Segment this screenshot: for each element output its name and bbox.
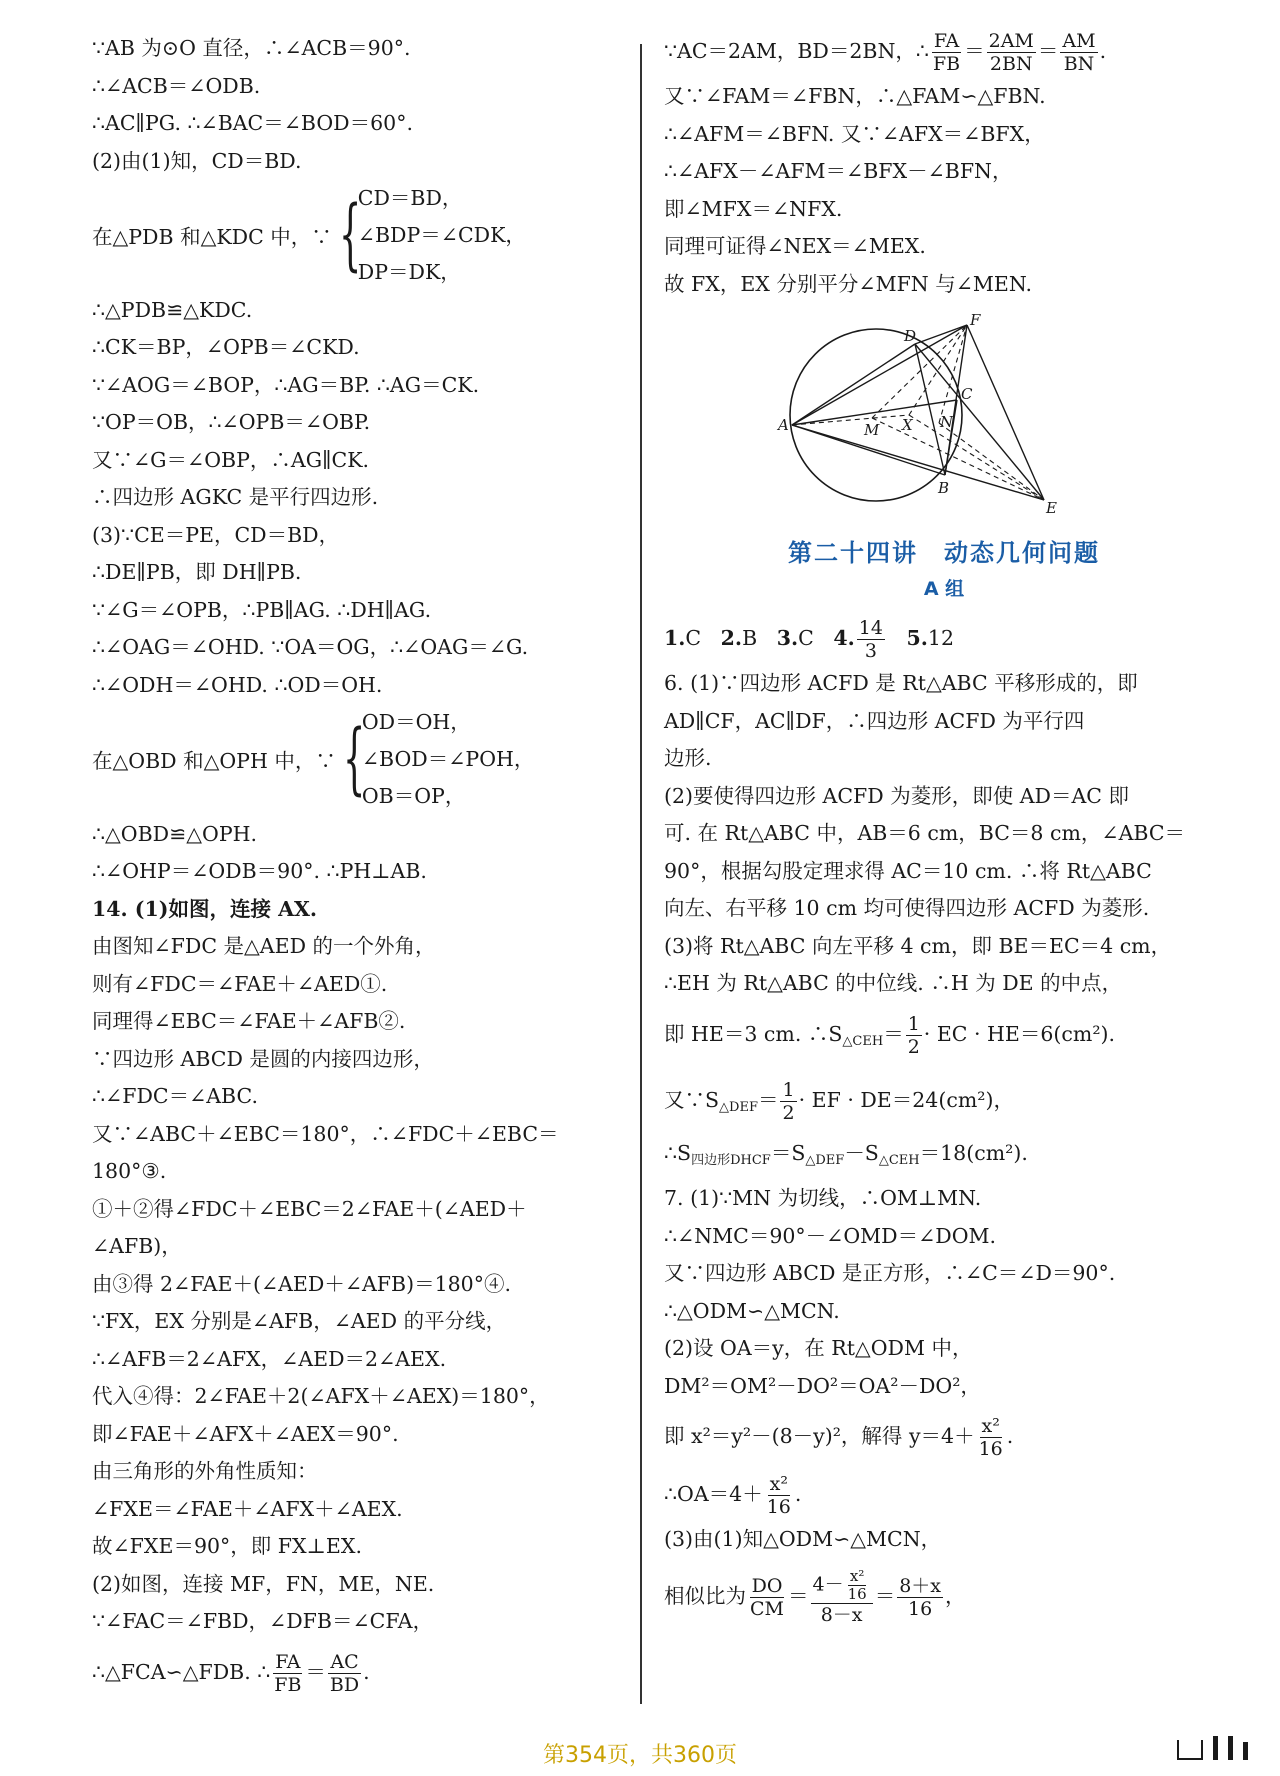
bar-icon: [1213, 1736, 1218, 1760]
text-line: (2)设 OA＝y，在 Rt△ODM 中，: [664, 1336, 973, 1360]
line-prefix: 相似比为: [664, 1583, 746, 1608]
denominator: 3: [864, 640, 877, 662]
fraction: [846, 1568, 869, 1603]
fraction-line: [664, 1469, 1224, 1519]
left-column: [92, 36, 632, 1705]
line-end: .: [1099, 39, 1107, 63]
text-line: 由图知∠FDC 是△AED 的一个外角，: [92, 934, 436, 958]
point-label-e: E: [1046, 499, 1057, 517]
subscript: △DEF: [719, 1099, 758, 1115]
line-prefix: 即 HE＝3 cm. ∴S: [664, 1021, 843, 1046]
text-line: ∴∠ACB＝∠ODB.: [92, 73, 261, 98]
fraction-line: [664, 26, 1224, 76]
dashed-segment: [939, 325, 967, 423]
point-label-m: M: [864, 421, 880, 439]
numerator: 8＋x: [899, 1574, 941, 1597]
text-line: (2)如图，连接 MF，FN，ME，NE.: [92, 1571, 435, 1596]
text-line: ∴AC∥PG. ∴∠BAC＝∠BOD＝60°.: [92, 111, 413, 135]
text-line: ∠AFB)，: [92, 1234, 182, 1258]
bar-icon: [1243, 1742, 1248, 1760]
numerator: AC: [330, 1650, 359, 1673]
line-end: .: [363, 1659, 370, 1684]
fraction-line: [664, 1411, 1224, 1461]
denominator: CM: [750, 1597, 784, 1620]
numerator: x²: [769, 1473, 788, 1495]
segment: [792, 425, 1044, 500]
segment: [945, 400, 957, 475]
line-prefix: ∴S: [664, 1140, 692, 1165]
denominator: 16: [847, 1585, 867, 1603]
fraction: [987, 30, 1036, 75]
text-line: 故 FX，EX 分别平分∠MFN 与∠MEN.: [664, 271, 1033, 296]
dashed-segment: [909, 325, 967, 415]
column-divider: [640, 44, 642, 1704]
line-end: .: [1006, 1424, 1014, 1448]
denominator: FB: [274, 1673, 302, 1696]
dashed-segment: [909, 415, 1044, 500]
answer-number: 1.: [664, 626, 686, 650]
left-brace: {: [342, 714, 366, 804]
answer-number: 4.: [833, 626, 855, 650]
text-line: ∴∠NMC＝90°－∠OMD＝∠DOM.: [664, 1223, 997, 1248]
text-line: (3)由(1)知△ODM∽△MCN，: [664, 1527, 942, 1551]
lecture-title: 第二十四讲 动态几何问题: [788, 539, 1100, 567]
bar-icon: [1228, 1736, 1233, 1760]
answer-number: 5.: [906, 626, 928, 650]
text-line: ∴∠ODH＝∠OHD. ∴OD＝OH.: [92, 672, 383, 697]
answer-value: 12: [927, 626, 955, 650]
numerator: 2AM: [988, 30, 1034, 52]
text-line: ∴∠AFM＝∠BFN. 又∵∠AFX＝∠BFX，: [664, 121, 1045, 146]
denominator: BD: [329, 1673, 360, 1696]
denominator: 16: [766, 1496, 791, 1518]
page-thumb-icon[interactable]: [1177, 1740, 1203, 1760]
text-line: ∴∠OHP＝∠ODB＝90°. ∴PH⊥AB.: [92, 859, 427, 883]
numerator: 1: [782, 1078, 795, 1101]
answer-value: C: [685, 626, 702, 650]
line-prefix: ∴OA＝4＋: [664, 1482, 763, 1506]
system-line: ∠BOD＝∠POH，: [361, 747, 535, 771]
text-line: 又∵∠G＝∠OBP，∴AG∥CK.: [92, 447, 370, 472]
numerator: AM: [1062, 30, 1096, 52]
point-label-f: F: [970, 311, 981, 329]
denominator: 8－x: [820, 1604, 863, 1626]
equals: ＝: [874, 1583, 896, 1608]
text-line: 则有∠FDC＝∠FAE＋∠AED①.: [92, 971, 388, 996]
line-end: ，: [945, 1583, 966, 1608]
fraction: [765, 1473, 793, 1518]
text-line: AD∥CF，AC∥DF，∴四边形 ACFD 为平行四: [664, 708, 1085, 733]
text-line: ∴△ODM∽△MCN.: [664, 1298, 840, 1323]
segment: [915, 325, 967, 344]
text-line: 即∠MFX＝∠NFX.: [664, 196, 843, 221]
line-end: · EC · HE＝6(cm²).: [923, 1021, 1116, 1046]
fraction-line: [664, 1009, 1224, 1067]
left-brace: {: [338, 190, 362, 280]
text-line: 又∵四边形 ABCD 是正方形，∴∠C＝∠D＝90°.: [664, 1261, 1116, 1285]
fraction: [328, 1651, 361, 1696]
text-line: ∴∠AFB＝2∠AFX，∠AED＝2∠AEX.: [92, 1346, 447, 1371]
line-prefix: ∴△FCA∽△FDB. ∴: [92, 1659, 271, 1684]
text-line: 故∠FXE＝90°，即 FX⊥EX.: [92, 1534, 362, 1558]
subscript: △DEF: [805, 1152, 845, 1168]
segment: [967, 325, 1044, 500]
point-label-x: X: [902, 416, 913, 434]
equals: ＝: [305, 1659, 326, 1684]
subscript: △CEH: [878, 1152, 920, 1168]
equals: ＝: [788, 1583, 809, 1608]
fraction: [906, 1013, 922, 1058]
segment: [915, 344, 1044, 500]
fraction: [780, 1079, 796, 1124]
text-line: 又∵∠FAM＝∠FBN，∴△FAM∽△FBN.: [664, 84, 1046, 108]
subscript: △CEH: [842, 1033, 884, 1049]
fraction-line: [92, 1647, 632, 1697]
denominator: BN: [1063, 53, 1095, 75]
right-column: [664, 30, 1224, 1646]
text-line: (2)由(1)知，CD＝BD.: [92, 148, 302, 173]
fraction: [931, 30, 962, 75]
system-line: OB＝OP，: [361, 784, 466, 808]
equals: ＝: [883, 1021, 904, 1046]
point-label-d: D: [904, 327, 917, 345]
fraction: [977, 1415, 1005, 1460]
numerator: x²: [981, 1415, 1000, 1437]
numerator-part: 4－: [812, 1573, 844, 1596]
fraction-line: [664, 1075, 1224, 1133]
system-line: ∠BDP＝∠CDK，: [357, 223, 526, 247]
text-line: ∴DE∥PB，即 DH∥PB.: [92, 560, 302, 584]
point-label-n: N: [940, 413, 954, 431]
line-middle: －S: [844, 1140, 879, 1165]
text-line: ∵∠FAC＝∠FBD，∠DFB＝∠CFA，: [92, 1609, 434, 1633]
point-label-b: B: [938, 479, 950, 497]
text-line: ∴EH 为 Rt△ABC 的中位线. ∴H 为 DE 的中点，: [664, 971, 1123, 995]
equals: ＝: [964, 39, 985, 63]
denominator: 2: [907, 1035, 920, 1058]
text-line: (2)要使得四边形 ACFD 为菱形，即使 AD＝AC 即: [664, 783, 1129, 808]
system-line: CD＝BD，: [357, 186, 463, 210]
line-middle: ＝S: [770, 1140, 806, 1165]
text-line: ∴△OBD≌△OPH.: [92, 821, 258, 846]
area-line: [664, 1141, 1224, 1173]
text-line: ∴△PDB≌△KDC.: [92, 297, 253, 322]
system-line: OD＝OH，: [361, 710, 471, 734]
denominator: 16: [978, 1438, 1003, 1460]
group-title: A 组: [923, 578, 965, 600]
system-prefix: 在△PDB 和△KDC 中，∵: [92, 225, 332, 249]
system-prefix: 在△OBD 和△OPH 中，∵: [92, 749, 336, 773]
numerator: 14: [858, 617, 883, 639]
text-line: ①＋②得∠FDC＋∠EBC＝2∠FAE＋(∠AED＋: [92, 1196, 527, 1221]
text-line: ∵四边形 ABCD 是圆的内接四边形，: [92, 1046, 434, 1071]
geometry-figure: [778, 311, 1084, 517]
bottom-toolbar: [1177, 1736, 1248, 1760]
line-end: · EF · DE＝24(cm²)，: [798, 1087, 1014, 1112]
text-line: 7. (1)∵MN 为切线，∴OM⊥MN.: [664, 1186, 982, 1210]
numerator: FA: [275, 1650, 301, 1673]
answer-value: B: [742, 626, 758, 650]
text-line: 6. (1)∵四边形 ACFD 是 Rt△ABC 平移形成的，即: [664, 671, 1138, 695]
text-line: 向左、右平移 10 cm 均可使得四边形 ACFD 为菱形.: [664, 896, 1150, 920]
point-label-a: A: [778, 416, 789, 434]
text-line: ∴四边形 AGKC 是平行四边形.: [92, 485, 379, 509]
problem-14-heading: 14. (1)如图，连接 AX.: [92, 896, 318, 921]
answer-number: 2.: [720, 626, 743, 650]
line-prefix: 即 x²＝y²－(8－y)²，解得 y＝4＋: [664, 1424, 975, 1448]
text-line: ∴∠AFX－∠AFM＝∠BFX－∠BFN，: [664, 159, 1013, 183]
text-line: 又∵∠ABC＋∠EBC＝180°，∴∠FDC＋∠EBC＝: [92, 1121, 559, 1146]
compound-fraction: [811, 1568, 873, 1626]
numerator: x²: [849, 1567, 865, 1585]
equation-system: [92, 186, 632, 284]
fraction-line: [664, 1559, 1224, 1633]
text-line: (3)∵CE＝PE，CD＝BD，: [92, 522, 340, 547]
text-line: ∴∠OAG＝∠OHD. ∵OA＝OG，∴∠OAG＝∠G.: [92, 635, 529, 659]
answer-number: 3.: [776, 626, 799, 650]
text-line: ∵OP＝OB，∴∠OPB＝∠OBP.: [92, 410, 371, 434]
text-line: ∵∠AOG＝∠BOP，∴AG＝BP. ∴AG＝CK.: [92, 372, 480, 397]
text-line: 180°③.: [92, 1159, 167, 1183]
text-line: 即∠FAE＋∠AFX＋∠AEX＝90°.: [92, 1421, 399, 1446]
denominator: 2BN: [989, 53, 1033, 75]
fraction: [897, 1575, 943, 1620]
numerator: [811, 1568, 873, 1604]
text-line: ∴CK＝BP，∠OPB＝∠CKD.: [92, 335, 360, 359]
line-prefix: 又∵S: [664, 1087, 720, 1112]
denominator: FB: [932, 53, 961, 75]
text-line: ∠FXE＝∠FAE＋∠AFX＋∠AEX.: [92, 1496, 403, 1521]
text-line: DM²＝OM²－DO²＝OA²－DO²，: [664, 1373, 981, 1398]
text-line: 同理可证得∠NEX＝∠MEX.: [664, 234, 926, 258]
numerator: DO: [751, 1574, 783, 1597]
text-line: (3)将 Rt△ABC 向左平移 4 cm，即 BE＝EC＝4 cm，: [664, 933, 1172, 958]
fraction: [272, 1651, 303, 1696]
text-line: 由③得 2∠FAE＋(∠AED＋∠AFB)＝180°④.: [92, 1271, 511, 1296]
answer-value: C: [798, 626, 814, 650]
system-lines: [358, 186, 526, 284]
numerator: 1: [907, 1012, 920, 1035]
line-prefix: ∵AC＝2AM，BD＝2BN，∴: [664, 39, 929, 63]
point-label-c: C: [961, 385, 973, 403]
system-lines: [362, 710, 535, 808]
equals: ＝: [1037, 39, 1059, 63]
fraction: [748, 1575, 786, 1620]
fraction: [1060, 30, 1097, 75]
text-line: 代入④得：2∠FAE＋2(∠AFX＋∠AEX)＝180°，: [92, 1384, 550, 1408]
text-line: 边形.: [664, 746, 712, 770]
numerator: FA: [933, 30, 960, 52]
denominator: 2: [782, 1101, 795, 1124]
answer-line: [664, 613, 1224, 663]
fraction: [857, 617, 885, 662]
text-line: ∵FX，EX 分别是∠AFB，∠AED 的平分线，: [92, 1309, 507, 1333]
system-line: DP＝DK，: [357, 260, 461, 284]
text-line: ∴∠FDC＝∠ABC.: [92, 1084, 258, 1108]
segment: [792, 344, 915, 425]
line-end: ＝18(cm²).: [919, 1140, 1028, 1165]
equation-system: [92, 710, 632, 808]
page-indicator: 第354页，共360页: [543, 1743, 737, 1768]
segment: [915, 344, 945, 475]
text-line: ∵∠G＝∠OPB，∴PB∥AG. ∴DH∥AG.: [92, 597, 432, 622]
subscript: 四边形DHCF: [691, 1152, 771, 1168]
text-line: ∵AB 为⊙O 直径，∴∠ACB＝90°.: [92, 36, 411, 60]
equals: ＝: [757, 1087, 779, 1112]
line-end: .: [794, 1482, 802, 1506]
dashed-segment: [939, 423, 1044, 500]
denominator: 16: [908, 1597, 933, 1620]
text-line: 同理得∠EBC＝∠FAE＋∠AFB②.: [92, 1009, 406, 1033]
text-line: 可. 在 Rt△ABC 中，AB＝6 cm，BC＝8 cm，∠ABC＝: [664, 821, 1186, 845]
text-line: 90°，根据勾股定理求得 AC＝10 cm. ∴将 Rt△ABC: [664, 858, 1152, 883]
text-line: 由三角形的外角性质知：: [92, 1459, 318, 1483]
